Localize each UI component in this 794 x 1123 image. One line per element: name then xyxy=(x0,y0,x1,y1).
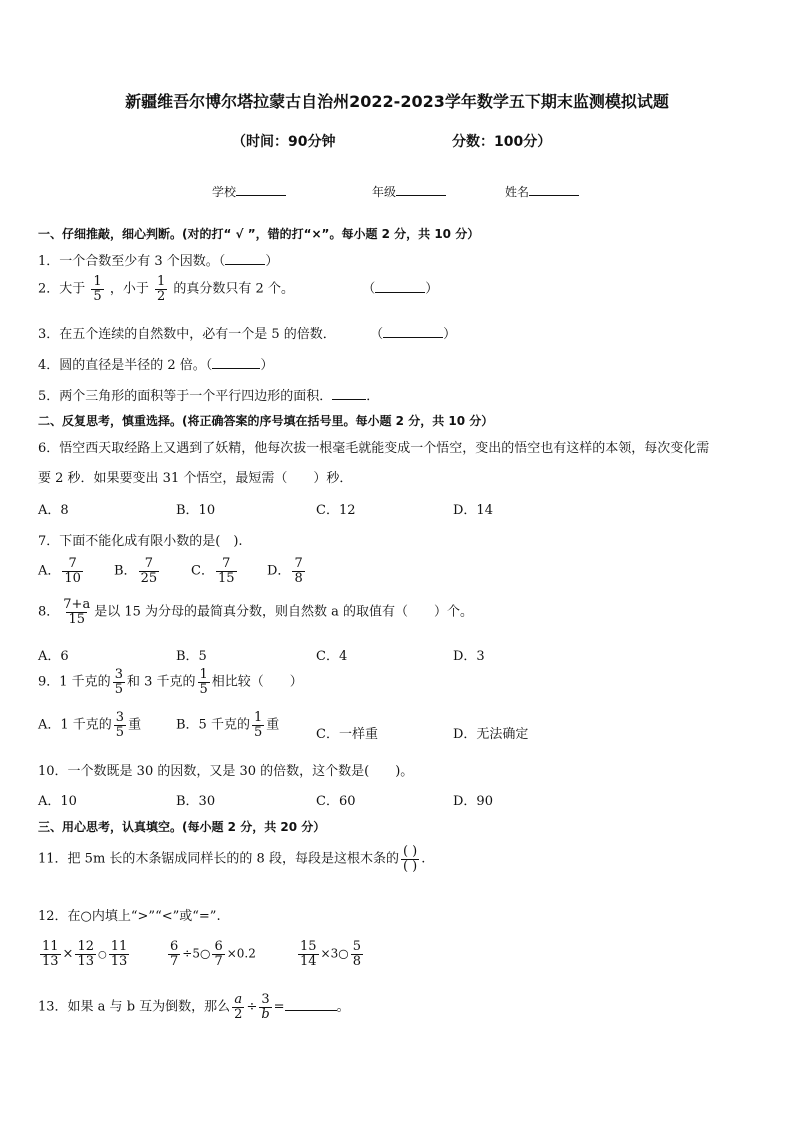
option-d[interactable]: D． $\frac{7}{8}$ xyxy=(267,556,303,586)
answer-circle[interactable]: ×3○ xyxy=(320,946,349,961)
question-1: 1．一个合数至少有 3 个因数。（ ） xyxy=(38,254,279,269)
question-11: 11．把 5m 长的木条锯成同样长的的 8 段，每段是这根木条的 $\frac{( )}{( )}$ . xyxy=(38,844,426,874)
question-8: 8． $\frac{7+a}{15}$ 是以 15 为分母的最简真分数，则自然数 a 的取值有（ ）个。 xyxy=(38,597,474,627)
option-c[interactable]: C．12 xyxy=(316,503,356,518)
option-a[interactable]: A．1 千克的 $\frac{3}{5}$ 重 xyxy=(38,710,142,740)
option-b[interactable]: B．5 千克的 $\frac{1}{5}$ 重 xyxy=(176,710,280,740)
option-b[interactable]: B．10 xyxy=(176,503,216,518)
question-5: 5．两个三角形的面积等于一个平行四边形的面积． ． xyxy=(38,389,380,404)
option-d[interactable]: D．3 xyxy=(453,649,485,664)
section-2-title: 二、反复思考，慎重选择。(将正确答案的序号填在括号里。每小题 2 分，共 10 分） xyxy=(38,414,494,428)
grade-label: 年级 xyxy=(372,185,397,199)
answer-circle[interactable]: ÷5○ xyxy=(182,946,211,961)
question-3: 3．在五个连续的自然数中，必有一个是 5 的倍数． （ ） xyxy=(38,327,457,342)
question-12: 12．在○内填上“>”“<”或“=”. xyxy=(38,909,221,924)
answer-blank[interactable] xyxy=(332,399,366,400)
answer-blank[interactable] xyxy=(285,1010,337,1011)
fraction: $\frac{1}{2}$ xyxy=(157,274,166,304)
option-b[interactable]: B．30 xyxy=(176,794,216,809)
grade-field[interactable] xyxy=(372,183,446,200)
answer-blank[interactable] xyxy=(212,368,260,369)
question-6-line-2: 要 2 秒．如果要变出 31 个悟空，最短需（ ）秒． xyxy=(38,471,353,486)
option-a[interactable]: A． $\frac{7}{10}$ xyxy=(38,556,81,586)
option-d[interactable]: D．无法确定 xyxy=(453,727,529,742)
answer-fraction[interactable]: $\frac{( )}{( )}$ xyxy=(402,844,418,874)
question-2: 2．大于 $\frac{1}{5}$ ，小于 $\frac{1}{2}$ 的真分数只有 2 个。 （ ） xyxy=(38,274,439,304)
answer-blank[interactable] xyxy=(383,337,443,338)
name-field[interactable] xyxy=(505,183,579,200)
option-d[interactable]: D．90 xyxy=(453,794,493,809)
school-field[interactable] xyxy=(212,183,286,200)
question-13: 13．如果 a 与 b 互为倒数，那么 $\frac{a}{2}$ ÷ $\frac{3}{b}$ = 。 xyxy=(38,992,350,1022)
option-a[interactable]: A．6 xyxy=(38,649,69,664)
question-4: 4．圆的直径是半径的 2 倍。（ ） xyxy=(38,358,274,373)
answer-blank[interactable] xyxy=(375,292,425,293)
answer-circle[interactable]: ○ xyxy=(98,949,107,961)
compare-expression-1: $\frac{11}{13}$ × $\frac{12}{13}$ ○ $\frac{11}{13}$ xyxy=(42,939,128,969)
option-d[interactable]: D．14 xyxy=(453,503,493,518)
compare-expression-2: $\frac{6}{7}$ ÷5○ $\frac{6}{7}$ ×0.2 xyxy=(170,939,256,969)
option-c[interactable]: C． $\frac{7}{15}$ xyxy=(191,556,235,586)
question-10: 10．一个数既是 30 的因数，又是 30 的倍数，这个数是( )。 xyxy=(38,764,414,779)
section-1-title: 一、仔细推敲，细心判断。(对的打“ √ ”，错的打“×”。每小题 2 分，共 10 分） xyxy=(38,227,480,241)
question-6-line-1: 6．悟空西天取经路上又遇到了妖精，他每次拔一根毫毛就能变成一个悟空，变出的悟空也有这样的本领，每次变化需 xyxy=(38,441,710,456)
option-c[interactable]: C．一样重 xyxy=(316,727,378,742)
exam-title: 新疆维吾尔博尔塔拉蒙古自治州2022-2023学年数学五下期末监测模拟试题 xyxy=(125,92,669,111)
section-3-title: 三、用心思考，认真填空。(每小题 2 分，共 20 分） xyxy=(38,820,326,834)
option-a[interactable]: A．8 xyxy=(38,503,69,518)
question-9: 9．1 千克的 $\frac{3}{5}$ 和 3 千克的 $\frac{1}{5}$ 相比较（ ） xyxy=(38,667,303,697)
school-label: 学校 xyxy=(212,185,237,199)
question-7: 7．下面不能化成有限小数的是( ). xyxy=(38,534,243,549)
exam-score: 分数：100分） xyxy=(452,134,552,150)
fraction: $\frac{1}{5}$ xyxy=(93,274,102,304)
option-c[interactable]: C．4 xyxy=(316,649,348,664)
option-b[interactable]: B． $\frac{7}{25}$ xyxy=(114,556,158,586)
name-label: 姓名 xyxy=(505,185,530,199)
compare-expression-3: $\frac{15}{14}$ ×3○ $\frac{5}{8}$ xyxy=(300,939,361,969)
exam-time: （时间：90分钟 xyxy=(232,134,336,150)
option-b[interactable]: B．5 xyxy=(176,649,207,664)
answer-blank[interactable] xyxy=(225,264,265,265)
option-a[interactable]: A．10 xyxy=(38,794,77,809)
option-c[interactable]: C．60 xyxy=(316,794,356,809)
